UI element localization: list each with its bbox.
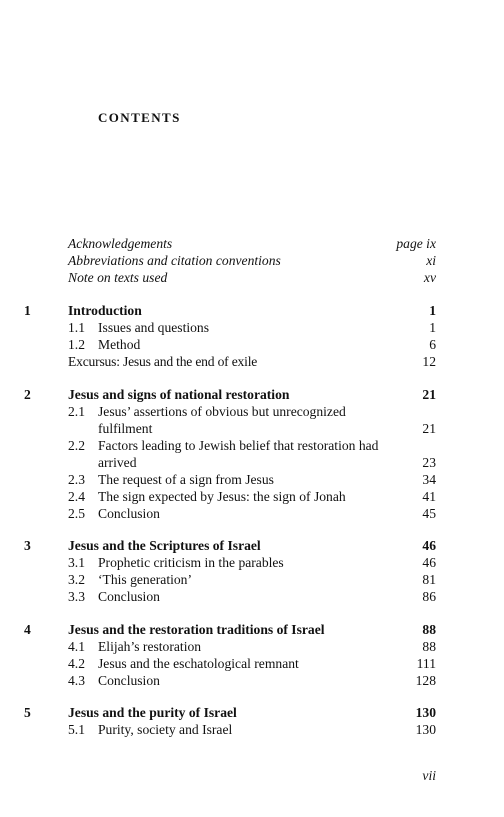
chapter-page: 1 (429, 303, 436, 318)
section-title: Elijah’s restoration (98, 639, 202, 654)
section-title: Conclusion (98, 506, 160, 521)
section-number: 1.1 (68, 320, 85, 335)
section-title: Jesus and the eschatological remnant (98, 656, 299, 671)
entry-title: Abbreviations and citation conventions (68, 253, 281, 268)
section-number: 2.4 (68, 489, 85, 504)
section-page: 111 (416, 656, 436, 671)
entry-page: xi (426, 253, 436, 268)
section-number: 3.1 (68, 555, 85, 570)
entry-title: Acknowledgements (68, 236, 173, 251)
front-matter-entry (68, 235, 436, 252)
chapter-title: Jesus and the Scriptures of Israel (68, 538, 261, 553)
section-number: 1.2 (68, 337, 85, 352)
entry-page: page ix (396, 236, 436, 251)
section-title: ‘This generation’ (98, 572, 192, 587)
chapter-number: 5 (24, 705, 31, 720)
section-page: 34 (422, 472, 436, 487)
section-page: 1 (429, 320, 436, 335)
section-page: 88 (422, 639, 436, 654)
entry-title: Note on texts used (68, 270, 168, 285)
section-number: 5.1 (68, 722, 85, 737)
section-title: The sign expected by Jesus: the sign of Jonah (98, 489, 346, 504)
excursus-title: Excursus: Jesus and the end of exile (68, 354, 258, 369)
chapter-number: 2 (24, 387, 31, 402)
contents-heading: CONTENTS (98, 110, 181, 125)
chapter-page: 21 (422, 387, 436, 402)
section-title: Jesus’ assertions of obvious but unrecognized fulfilment (98, 404, 346, 436)
front-matter-entry (68, 269, 436, 286)
chapter-title: Jesus and signs of national restoration (68, 387, 290, 402)
section-page: 86 (422, 589, 436, 604)
chapter-title: Jesus and the restoration traditions of Israel (68, 622, 325, 637)
section-page: 23 (422, 455, 436, 470)
chapter-page: 88 (422, 622, 436, 637)
section-title: Factors leading to Jewish belief that restoration had arrived (98, 438, 379, 470)
page-folio: vii (422, 768, 436, 783)
section-number: 4.2 (68, 656, 85, 671)
section-page: 130 (415, 722, 436, 737)
section-number: 2.1 (68, 404, 85, 419)
section-number: 2.5 (68, 506, 85, 521)
section-page: 46 (422, 555, 436, 570)
chapter-page: 46 (422, 538, 436, 553)
section-entry (68, 403, 436, 437)
chapter-title: Introduction (68, 303, 142, 318)
chapter-title: Jesus and the purity of Israel (68, 705, 237, 720)
section-number: 2.2 (68, 438, 85, 453)
section-title: Method (98, 337, 141, 352)
section-title: The request of a sign from Jesus (98, 472, 274, 487)
section-page: 81 (422, 572, 436, 587)
section-page: 41 (422, 489, 436, 504)
section-title: Issues and questions (98, 320, 210, 335)
section-title: Purity, society and Israel (98, 722, 233, 737)
chapter-number: 4 (24, 622, 31, 637)
entry-page: xv (423, 270, 436, 285)
section-number: 4.3 (68, 673, 85, 688)
section-number: 3.2 (68, 572, 85, 587)
excursus-page: 12 (422, 354, 436, 369)
section-page: 21 (422, 421, 436, 436)
section-title: Conclusion (98, 589, 160, 604)
chapter-number: 3 (24, 538, 31, 553)
section-title: Conclusion (98, 673, 160, 688)
section-title: Prophetic criticism in the parables (98, 555, 284, 570)
section-number: 3.3 (68, 589, 85, 604)
section-number: 4.1 (68, 639, 85, 654)
section-entry (68, 437, 436, 471)
section-page: 6 (429, 337, 436, 352)
chapter-number: 1 (24, 303, 31, 318)
section-page: 45 (422, 506, 436, 521)
chapter-page: 130 (415, 705, 436, 720)
section-number: 2.3 (68, 472, 85, 487)
section-page: 128 (415, 673, 436, 688)
front-matter-entry (68, 252, 436, 269)
